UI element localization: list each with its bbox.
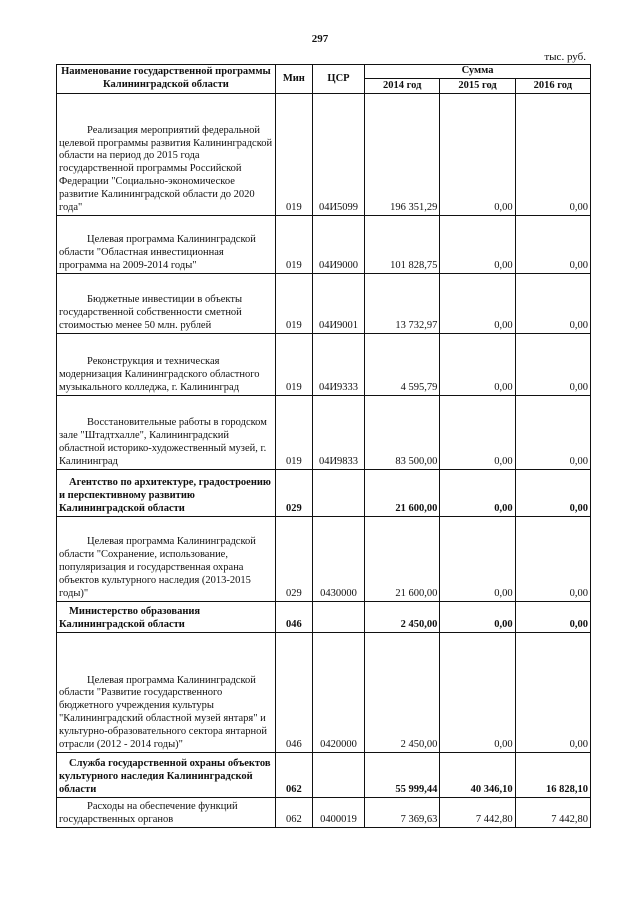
row-2016: 0,00 bbox=[515, 274, 590, 334]
table-row bbox=[57, 602, 591, 633]
row-2015: 0,00 bbox=[440, 396, 515, 470]
table-row bbox=[57, 94, 591, 216]
row-2016: 0,00 bbox=[515, 396, 590, 470]
row-min: 019 bbox=[275, 216, 312, 274]
row-2016: 0,00 bbox=[515, 633, 590, 753]
row-name: Расходы на обеспечение функций государственных органов bbox=[57, 798, 276, 828]
header-year-2016: 2016 год bbox=[515, 79, 590, 94]
header-csr: ЦСР bbox=[312, 65, 364, 94]
row-min: 062 bbox=[275, 753, 312, 798]
row-min: 019 bbox=[275, 396, 312, 470]
row-name: Восстановительные работы в городском зале "Штадтхалле", Калининградский областной историко-художественный музей, г. Калининград bbox=[57, 396, 276, 470]
row-2014: 55 999,44 bbox=[365, 753, 440, 798]
row-csr: 04И9001 bbox=[312, 274, 364, 334]
row-min: 046 bbox=[275, 633, 312, 753]
row-name: Целевая программа Калининградской области "Областная инвестиционная программа на 2009-2014 годы" bbox=[57, 216, 276, 274]
row-2015: 40 346,10 bbox=[440, 753, 515, 798]
row-2014: 83 500,00 bbox=[365, 396, 440, 470]
row-2015: 0,00 bbox=[440, 94, 515, 216]
row-csr bbox=[312, 602, 364, 633]
row-min: 019 bbox=[275, 274, 312, 334]
header-sum: Сумма bbox=[365, 65, 591, 79]
row-2015: 0,00 bbox=[440, 216, 515, 274]
row-2016: 0,00 bbox=[515, 602, 590, 633]
row-2015: 0,00 bbox=[440, 274, 515, 334]
row-2016: 16 828,10 bbox=[515, 753, 590, 798]
header-year-2015: 2015 год bbox=[440, 79, 515, 94]
page-number: 297 bbox=[311, 33, 329, 45]
row-name: Министерство образования Калининградской области bbox=[57, 602, 276, 633]
table-row bbox=[57, 216, 591, 274]
row-min: 029 bbox=[275, 517, 312, 602]
row-csr: 0420000 bbox=[312, 633, 364, 753]
row-csr bbox=[312, 753, 364, 798]
row-2014: 21 600,00 bbox=[365, 517, 440, 602]
row-2015: 7 442,80 bbox=[440, 798, 515, 828]
table-row bbox=[57, 517, 591, 602]
row-csr bbox=[312, 470, 364, 517]
row-name: Целевая программа Калининградской области "Развитие государственного бюджетного учреждения культуры "Калининградский областной музей янтаря" и культурно-образовательного сектора янтарной отрасли (2012 - 2014 годы)" bbox=[57, 633, 276, 753]
row-2015: 0,00 bbox=[440, 517, 515, 602]
header-min: Мин bbox=[275, 65, 312, 94]
row-name: Служба государственной охраны объектов культурного наследия Калининградской области bbox=[57, 753, 276, 798]
table-row bbox=[57, 753, 591, 798]
row-name: Реализация мероприятий федеральной целевой программы развития Калининградской области на период до 2015 года государственной программы Российской Федерации "Социально-экономическое развитие Калининградской области до 2020 года" bbox=[57, 94, 276, 216]
budget-table bbox=[56, 64, 591, 828]
row-2014: 7 369,63 bbox=[365, 798, 440, 828]
row-2016: 0,00 bbox=[515, 94, 590, 216]
row-csr: 0430000 bbox=[312, 517, 364, 602]
header-year-2014: 2014 год bbox=[365, 79, 440, 94]
row-2015: 0,00 bbox=[440, 602, 515, 633]
row-2014: 2 450,00 bbox=[365, 633, 440, 753]
table-row bbox=[57, 396, 591, 470]
row-2016: 0,00 bbox=[515, 216, 590, 274]
table-row bbox=[57, 470, 591, 517]
table-row bbox=[57, 798, 591, 828]
row-csr: 04И9000 bbox=[312, 216, 364, 274]
row-name: Агентство по архитектуре, градостроению и перспективному развитию Калининградской области bbox=[57, 470, 276, 517]
units-label: тыс. руб. bbox=[544, 51, 586, 63]
row-min: 019 bbox=[275, 94, 312, 216]
row-2015: 0,00 bbox=[440, 334, 515, 396]
row-min: 029 bbox=[275, 470, 312, 517]
header-name: Наименование государственной программы Калининградской области bbox=[57, 65, 276, 94]
row-csr: 04И5099 bbox=[312, 94, 364, 216]
table-row bbox=[57, 274, 591, 334]
row-2015: 0,00 bbox=[440, 633, 515, 753]
row-2014: 21 600,00 bbox=[365, 470, 440, 517]
row-name: Реконструкция и техническая модернизация Калининградского областного музыкального колледжа, г. Калининград bbox=[57, 334, 276, 396]
row-csr: 04И9833 bbox=[312, 396, 364, 470]
row-2015: 0,00 bbox=[440, 470, 515, 517]
row-2014: 101 828,75 bbox=[365, 216, 440, 274]
row-csr: 0400019 bbox=[312, 798, 364, 828]
row-min: 019 bbox=[275, 334, 312, 396]
row-2016: 0,00 bbox=[515, 517, 590, 602]
row-2014: 4 595,79 bbox=[365, 334, 440, 396]
table-row bbox=[57, 633, 591, 753]
row-csr: 04И9333 bbox=[312, 334, 364, 396]
table-row bbox=[57, 334, 591, 396]
row-2016: 0,00 bbox=[515, 470, 590, 517]
row-2014: 2 450,00 bbox=[365, 602, 440, 633]
row-2014: 196 351,29 bbox=[365, 94, 440, 216]
row-2016: 7 442,80 bbox=[515, 798, 590, 828]
row-2016: 0,00 bbox=[515, 334, 590, 396]
row-name: Целевая программа Калининградской области "Сохранение, использование, популяризация и государственная охрана объектов культурного наследия (2013-2015 годы)" bbox=[57, 517, 276, 602]
row-min: 062 bbox=[275, 798, 312, 828]
row-name: Бюджетные инвестиции в объекты государственной собственности сметной стоимостью менее 50 млн. рублей bbox=[57, 274, 276, 334]
row-min: 046 bbox=[275, 602, 312, 633]
row-2014: 13 732,97 bbox=[365, 274, 440, 334]
